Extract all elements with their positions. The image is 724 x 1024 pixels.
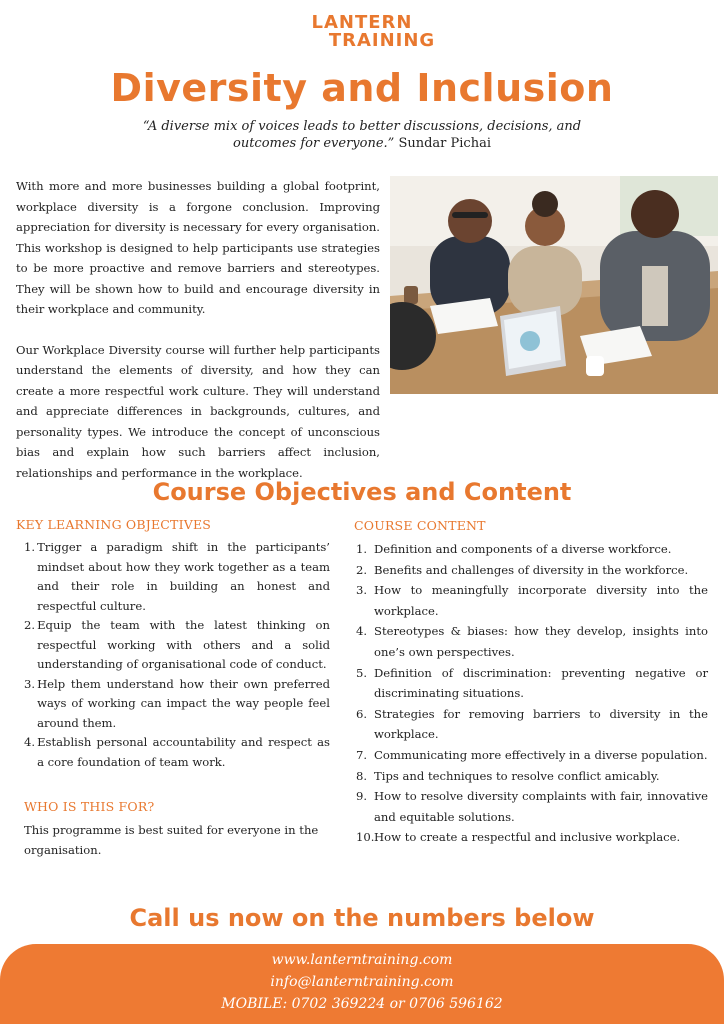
- who-heading: WHO IS THIS FOR?: [24, 799, 155, 814]
- list-item-number: 1.: [24, 540, 36, 554]
- list-item-text: Benefits and challenges of diversity in the workforce.: [374, 562, 689, 577]
- list-item-number: 8.: [356, 768, 368, 783]
- list-item-number: 6.: [356, 706, 368, 721]
- email-link[interactable]: info@lanterntraining.com: [270, 974, 454, 990]
- website-link[interactable]: www.lanterntraining.com: [271, 952, 453, 968]
- content-list: [356, 539, 708, 848]
- contact-footer: [0, 944, 724, 1024]
- list-item: [356, 580, 708, 621]
- list-item-number: 4.: [356, 624, 368, 639]
- list-item-number: 1.: [356, 542, 368, 556]
- list-item: [24, 538, 330, 616]
- list-item-text: Trigger a paradigm shift in the participants’ mindset about how they work together as a team and their role in building an honest and respectful culture.: [37, 540, 330, 613]
- quote: [120, 118, 604, 152]
- list-item-number: 9.: [356, 789, 368, 804]
- list-item: [356, 539, 708, 560]
- list-item-text: Establish personal accountability and respect as a core foundation of team work.: [37, 735, 330, 769]
- list-item-number: 2.: [356, 562, 368, 577]
- list-item-text: Equip the team with the latest thinking on respectful working with others and a solid understanding of organisational code of conduct.: [37, 618, 330, 671]
- team-meeting-photo: [390, 176, 718, 394]
- content-heading: COURSE CONTENT: [354, 518, 486, 533]
- list-item-number: 10.: [356, 830, 375, 845]
- list-item-text: Help them understand how their own preferred ways of working can impact the way people feel around them.: [37, 676, 330, 730]
- list-item: [356, 745, 708, 766]
- list-item-number: 3.: [24, 676, 36, 691]
- objectives-list: [24, 538, 330, 772]
- list-item-text: How to meaningfully incorporate diversity into the workplace.: [374, 583, 708, 618]
- quote-author: Sundar Pichai: [394, 136, 491, 151]
- list-item: [356, 766, 708, 787]
- list-item-text: Definition and components of a diverse workforce.: [374, 542, 672, 556]
- section-title: Course Objectives and Content: [152, 478, 572, 506]
- logo-line-2: TRAINING: [328, 30, 436, 51]
- team-meeting-photo-illustration: [390, 176, 718, 394]
- objectives-heading: KEY LEARNING OBJECTIVES: [16, 517, 212, 532]
- list-item: [356, 663, 708, 704]
- list-item-text: Strategies for removing barriers to diversity in the workplace.: [374, 706, 708, 742]
- list-item: [24, 616, 330, 675]
- list-item-number: 5.: [356, 665, 368, 680]
- list-item-text: Stereotypes & biases: how they develop, insights into one’s own perspectives.: [374, 624, 708, 659]
- list-item-number: 7.: [356, 747, 368, 762]
- list-item-text: Communicating more effectively in a diverse population.: [374, 747, 708, 762]
- list-item: [24, 733, 330, 772]
- list-item: [356, 827, 708, 848]
- intro-text: [16, 176, 380, 483]
- list-item: [24, 675, 330, 734]
- list-item-text: Tips and techniques to resolve conflict amicably.: [374, 768, 660, 783]
- list-item-text: How to resolve diversity complaints with fair, innovative and equitable solutions.: [374, 789, 708, 824]
- list-item-number: 4.: [24, 735, 36, 749]
- logo-line-1: LANTERN: [311, 12, 413, 33]
- quote-text: “A diverse mix of voices leads to better discussions, decisions, and outcomes for everyone.”: [142, 119, 582, 151]
- list-item-number: 2.: [24, 618, 36, 632]
- mobile-numbers: MOBILE: 0702 369224 or 0706 596162: [221, 996, 503, 1012]
- list-item: [356, 704, 708, 745]
- list-item-text: Definition of discrimination: preventing negative or discriminating situations.: [374, 665, 708, 701]
- list-item-number: 3.: [356, 583, 368, 598]
- page-title: Diversity and Inclusion: [110, 66, 614, 110]
- intro-paragraph-1: With more and more businesses building a global footprint, workplace diversity is a forgone conclusion. Improving appreciation for diversity is necessary for every organisation. This workshop is designed to help participants use strategies to be more proactive and remove barriers and stereotypes. They will be shown how to build and encourage diversity in their workplace and community.: [16, 179, 380, 316]
- list-item: [356, 786, 708, 827]
- lantern-training-logo: [0, 14, 724, 50]
- intro-paragraph-2: Our Workplace Diversity course will further help participants understand the elements of diversity, and how they can create a more respectful work culture. They will understand and appreciate differences in backgrounds, cultures, and personality types. We introduce the concept of unconscious bias and explain how such barriers affect inclusion, relationships and performance in the workplace.: [16, 342, 380, 480]
- list-item-text: How to create a respectful and inclusive workplace.: [374, 830, 681, 845]
- list-item: [356, 621, 708, 662]
- who-text: This programme is best suited for everyone in the organisation.: [24, 823, 319, 857]
- call-to-action: Call us now on the numbers below: [129, 904, 595, 932]
- list-item: [356, 560, 708, 581]
